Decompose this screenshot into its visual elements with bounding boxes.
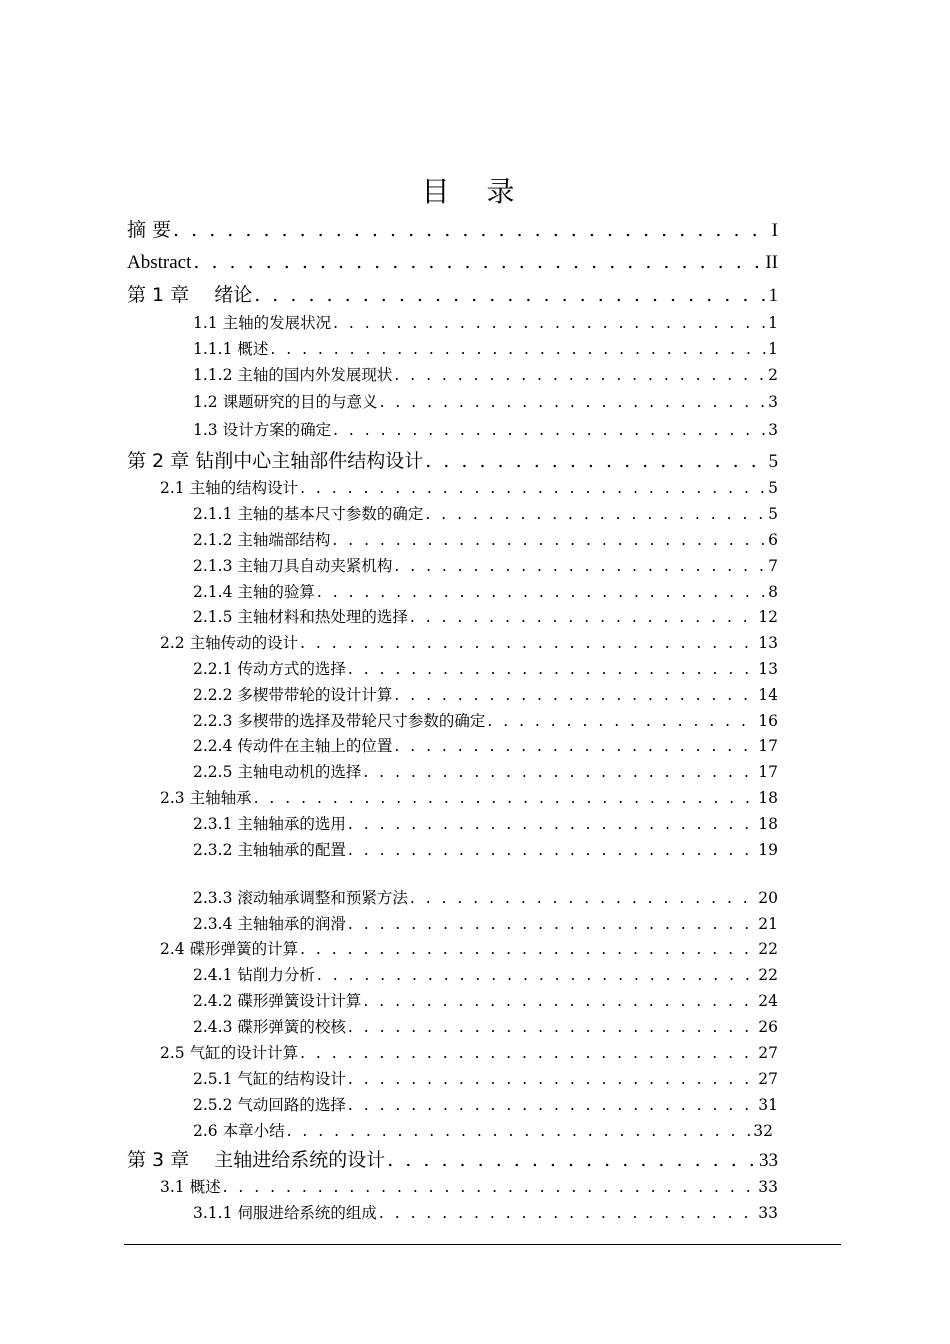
toc-entry-page: 3: [768, 393, 778, 411]
toc-entry-3-1[interactable]: [160, 1176, 778, 1198]
dot-leader: [348, 913, 756, 935]
toc-entry-chapter-2[interactable]: [127, 448, 778, 474]
toc-entry-page: 2: [768, 366, 778, 384]
dot-leader: [394, 555, 766, 577]
toc-entry-page: 7: [768, 557, 778, 575]
dot-leader: [317, 964, 756, 986]
toc-entry-page: 19: [758, 841, 778, 859]
dot-leader: [333, 419, 766, 441]
toc-entry-label: 2.1.2 主轴端部结构: [193, 531, 331, 549]
toc-entry-label: 2.1 主轴的结构设计: [160, 479, 299, 497]
toc-entry-label: 2.4.3 碟形弹簧的校核: [193, 1018, 346, 1036]
toc-entry-2-4-3[interactable]: [193, 1016, 778, 1038]
toc-entry-page: 5: [768, 479, 778, 497]
toc-entry-label: 1.1 主轴的发展状况: [193, 314, 332, 332]
toc-entry-2-3-4[interactable]: [193, 913, 778, 935]
dot-leader: [348, 813, 756, 835]
toc-entry-2-2-2[interactable]: [193, 684, 778, 706]
toc-entry-label: 2.2.5 主轴电动机的选择: [193, 763, 362, 781]
toc-entry-2-6[interactable]: [193, 1120, 773, 1142]
toc-entry-label: 2.4.2 碟形弹簧设计计算: [193, 992, 362, 1010]
toc-entry-2-1-5[interactable]: [193, 606, 778, 628]
toc-entry-label: 2.4.1 钻削力分析: [193, 966, 315, 984]
toc-entry-page: I: [771, 220, 778, 241]
toc-entry-label: 2.2.1 传动方式的选择: [193, 660, 346, 678]
page-title: 目 录: [421, 175, 529, 208]
dot-leader: [394, 735, 756, 757]
toc-entry-page: 20: [758, 889, 778, 907]
toc-entry-2-3-2[interactable]: [193, 839, 778, 861]
toc-entry-abstract-cn[interactable]: [127, 217, 778, 243]
toc-entry-label: 2.3 主轴轴承: [160, 789, 252, 807]
toc-entry-page: 6: [768, 531, 778, 549]
toc-entry-label: 2.1.5 主轴材料和热处理的选择: [193, 608, 408, 626]
toc-entry-label: 2.3.1 主轴轴承的选用: [193, 815, 346, 833]
dot-leader: [380, 391, 767, 413]
toc-entry-2-2-1[interactable]: [193, 658, 778, 680]
toc-entry-page: 12: [758, 608, 778, 626]
toc-entry-label: 第 1 章 绪论: [127, 284, 253, 306]
toc-entry-page: 13: [758, 660, 778, 678]
toc-entry-page: 3: [768, 421, 778, 439]
toc-entry-page: 18: [758, 815, 778, 833]
toc-entry-label: Abstract: [127, 252, 192, 273]
toc-entry-label: 3.1.1 伺服进给系统的组成: [193, 1204, 377, 1222]
dot-leader: [387, 1147, 757, 1173]
toc-entry-chapter-1[interactable]: [127, 282, 778, 308]
dot-leader: [348, 658, 756, 680]
dot-leader: [254, 787, 757, 809]
toc-entry-2-1-4[interactable]: [193, 581, 778, 603]
dot-leader: [254, 282, 766, 308]
toc-entry-page: 1: [768, 340, 778, 358]
toc-entry-label: 2.3.4 主轴轴承的润滑: [193, 915, 346, 933]
toc-entry-label: 1.3 设计方案的确定: [193, 421, 332, 439]
toc-entry-page: II: [765, 252, 778, 273]
toc-entry-label: 2.1.3 主轴刀具自动夹紧机构: [193, 557, 393, 575]
toc-entry-1-1[interactable]: [193, 312, 778, 334]
toc-entry-page: 33: [759, 1150, 778, 1171]
toc-entry-label: 2.2 主轴传动的设计: [160, 634, 299, 652]
toc-entry-2-2[interactable]: [160, 632, 778, 654]
dot-leader: [173, 217, 770, 243]
toc-entry-2-4-1[interactable]: [193, 964, 778, 986]
toc-entry-label: 2.5.1 气缸的结构设计: [193, 1070, 346, 1088]
toc-entry-label: 第 2 章 钻削中心主轴部件结构设计: [127, 450, 424, 472]
dot-leader: [348, 1016, 756, 1038]
toc-entry-label: 2.1.1 主轴的基本尺寸参数的确定: [193, 505, 424, 523]
toc-entry-label: 摘 要: [127, 219, 172, 241]
toc-entry-page: 22: [758, 940, 778, 958]
dot-leader: [410, 887, 756, 909]
toc-entry-1-2[interactable]: [193, 391, 778, 413]
dot-leader: [394, 364, 766, 386]
dot-leader: [287, 1120, 752, 1142]
toc-entry-page: 26: [758, 1018, 778, 1036]
dot-leader: [425, 448, 766, 474]
toc-entry-chapter-3[interactable]: [127, 1147, 778, 1173]
toc-entry-2-1-3[interactable]: [193, 555, 778, 577]
toc-entry-page: 32: [753, 1122, 773, 1140]
dot-leader: [487, 710, 756, 732]
toc-entry-2-3-3[interactable]: [193, 887, 778, 909]
dot-leader: [317, 581, 766, 603]
toc-entry-2-5-2[interactable]: [193, 1094, 778, 1116]
dot-leader: [300, 632, 756, 654]
toc-entry-page: 24: [758, 992, 778, 1010]
toc-entry-label: 2.2.3 多楔带的选择及带轮尺寸参数的确定: [193, 712, 486, 730]
toc-entry-1-3[interactable]: [193, 419, 778, 441]
dot-leader: [425, 503, 766, 525]
dot-leader: [363, 990, 756, 1012]
toc-entry-page: 5: [768, 451, 778, 472]
toc-entry-2-2-4[interactable]: [193, 735, 778, 757]
toc-entry-2-2-5[interactable]: [193, 761, 778, 783]
toc-entry-label: 1.1.2 主轴的国内外发展现状: [193, 366, 393, 384]
dot-leader: [394, 684, 756, 706]
toc-entry-page: 27: [758, 1044, 778, 1062]
toc-entry-label: 3.1 概述: [160, 1178, 221, 1196]
toc-entry-label: 1.1.1 概述: [193, 340, 269, 358]
toc-entry-2-1[interactable]: [160, 477, 778, 499]
toc-entry-page: 17: [758, 737, 778, 755]
toc-entry-2-4-2[interactable]: [193, 990, 778, 1012]
toc-entry-page: 27: [758, 1070, 778, 1088]
toc-entry-2-3-1[interactable]: [193, 813, 778, 835]
toc-entry-2-1-2[interactable]: [193, 529, 778, 551]
toc-entry-page: 5: [768, 505, 778, 523]
toc-entry-page: 14: [758, 686, 778, 704]
dot-leader: [270, 338, 766, 360]
dot-leader: [300, 477, 766, 499]
dot-leader: [348, 1068, 756, 1090]
toc-entry-page: 1: [768, 285, 778, 306]
toc-entry-page: 33: [758, 1178, 778, 1196]
toc-entry-page: 22: [758, 966, 778, 984]
dot-leader: [300, 938, 756, 960]
toc-entry-2-1-1[interactable]: [193, 503, 778, 525]
toc-entry-2-5-1[interactable]: [193, 1068, 778, 1090]
toc-entry-page: 8: [768, 583, 778, 601]
toc-entry-2-3[interactable]: [160, 787, 778, 809]
toc-entry-label: 2.5.2 气动回路的选择: [193, 1096, 346, 1114]
dot-leader: [348, 1094, 756, 1116]
toc-entry-1-1-1[interactable]: [193, 338, 778, 360]
toc-entry-label: 2.6 本章小结: [193, 1122, 285, 1140]
dot-leader: [363, 761, 756, 783]
dot-leader: [223, 1176, 757, 1198]
dot-leader: [193, 249, 763, 275]
toc-entry-page: 18: [758, 789, 778, 807]
toc-entry-page: 21: [758, 915, 778, 933]
toc-entry-page: 17: [758, 763, 778, 781]
toc-entry-abstract-en[interactable]: [127, 249, 778, 275]
toc-entry-label: 1.2 课题研究的目的与意义: [193, 393, 378, 411]
dot-leader: [348, 839, 756, 861]
toc-entry-page: 1: [768, 314, 778, 332]
toc-entry-1-1-2[interactable]: [193, 364, 778, 386]
toc-entry-2-5[interactable]: [160, 1042, 778, 1064]
toc-entry-page: 16: [758, 712, 778, 730]
toc-entry-label: 2.2.2 多楔带带轮的设计计算: [193, 686, 393, 704]
toc-entry-page: 31: [758, 1096, 778, 1114]
toc-entry-2-2-3[interactable]: [193, 710, 778, 732]
dot-leader: [410, 606, 756, 628]
toc-entry-label: 2.2.4 传动件在主轴上的位置: [193, 737, 393, 755]
toc-entry-label: 第 3 章 主轴进给系统的设计: [127, 1149, 386, 1171]
toc-entry-2-4[interactable]: [160, 938, 778, 960]
toc-entry-label: 2.1.4 主轴的验算: [193, 583, 315, 601]
toc-entry-label: 2.3.2 主轴轴承的配置: [193, 841, 346, 859]
dot-leader: [332, 529, 766, 551]
toc-entry-3-1-1[interactable]: [193, 1202, 778, 1224]
toc-entry-label: 2.3.3 滚动轴承调整和预紧方法: [193, 889, 408, 907]
dot-leader: [379, 1202, 756, 1224]
toc-entry-page: 33: [758, 1204, 778, 1222]
toc-entry-label: 2.5 气缸的设计计算: [160, 1044, 299, 1062]
toc-entry-label: 2.4 碟形弹簧的计算: [160, 940, 299, 958]
footer-rule: [124, 1244, 841, 1245]
dot-leader: [300, 1042, 756, 1064]
dot-leader: [333, 312, 766, 334]
toc-entry-page: 13: [758, 634, 778, 652]
